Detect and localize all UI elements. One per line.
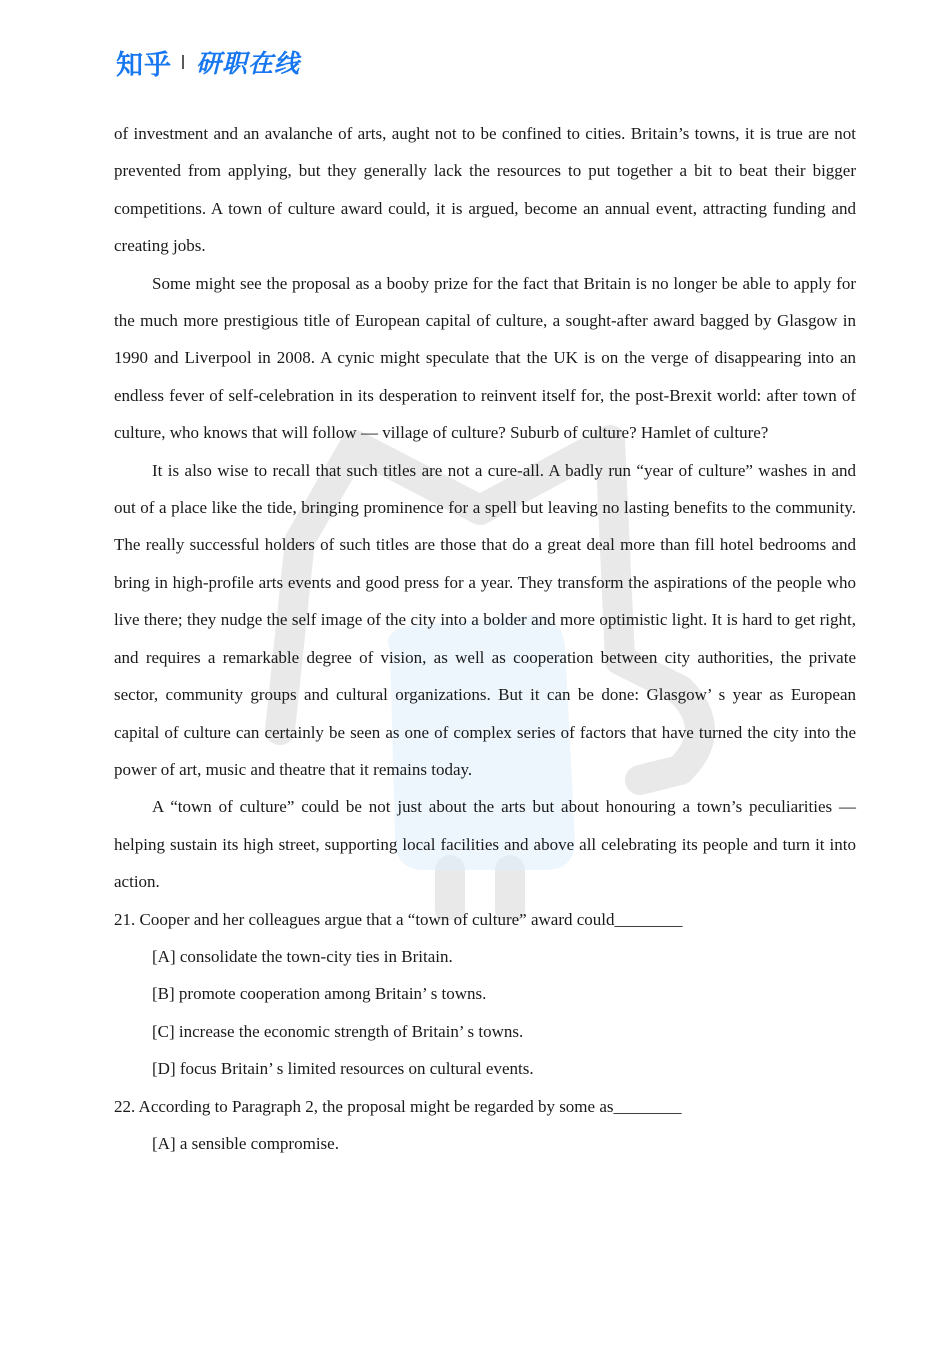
passage-paragraph: of investment and an avalanche of arts, aught not to be confined to cities. Britain’s towns, it is true are not prevented from applying, but they generally lack the resources to put together a bit to beat their bigger competitions. A town of culture award could, it is argued, become an annual event, attracting funding and creating jobs. (114, 124, 856, 256)
question-21-option-b: [B] promote cooperation among Britain’ s towns. (152, 984, 487, 1004)
logo-brand-text: 研职在线 (196, 49, 301, 78)
passage-paragraph: Some might see the proposal as a booby prize for the fact that Britain is no longer be able to apply for the much more prestigious title of European capital of culture, a sought-after award bagged by Glasgow in 1990 and Liverpool in 2008. A cynic might speculate that the UK is on the verge of disappearing into an endless fever of self-celebration in its desperation to reinvent itself for, the post-Brexit world: after town of culture, who knows that will follow — village of culture? Suburb of culture? Hamlet of culture? (114, 273, 856, 443)
question-22-option-a: [A] a sensible compromise. (152, 1133, 339, 1153)
document-body (114, 115, 856, 1162)
logo-divider (182, 55, 184, 69)
passage-paragraph: It is also wise to recall that such titles are not a cure-all. A badly run “year of culture” washes in and out of a place like the tide, bringing prominence for a spell but leaving no lasting benefits to the community. The really successful holders of such titles are those that do a great deal more than fill hotel bedrooms and bring in high-profile arts events and good press for a year. They transform the aspirations of the people who live there; they nudge the self image of the city into a bolder and more optimistic light. It is hard to get right, and requires a remarkable degree of vision, as well as cooperation between city authorities, the private sector, community groups and cultural organizations. But it can be done: Glasgow’ s year as European capital of culture can certainly be seen as one of complex series of factors that have turned the city into the power of art, music and theatre that it remains today. (114, 460, 856, 779)
question-22-stem: 22. According to Paragraph 2, the proposal might be regarded by some as________ (114, 1096, 682, 1116)
question-21-stem: 21. Cooper and her colleagues argue that a “town of culture” award could________ (114, 909, 683, 929)
logo-zhihu-text: 知乎 (116, 49, 172, 81)
question-21-option-c: [C] increase the economic strength of Britain’ s towns. (152, 1021, 524, 1041)
question-21-option-d: [D] focus Britain’ s limited resources on cultural events. (152, 1059, 534, 1079)
brand-logo (116, 44, 300, 80)
question-21-option-a: [A] consolidate the town-city ties in Britain. (152, 946, 453, 966)
passage-paragraph: A “town of culture” could be not just about the arts but about honouring a town’s peculiarities — helping sustain its high street, supporting local facilities and above all celebrating its people and turn it into action. (114, 797, 856, 892)
